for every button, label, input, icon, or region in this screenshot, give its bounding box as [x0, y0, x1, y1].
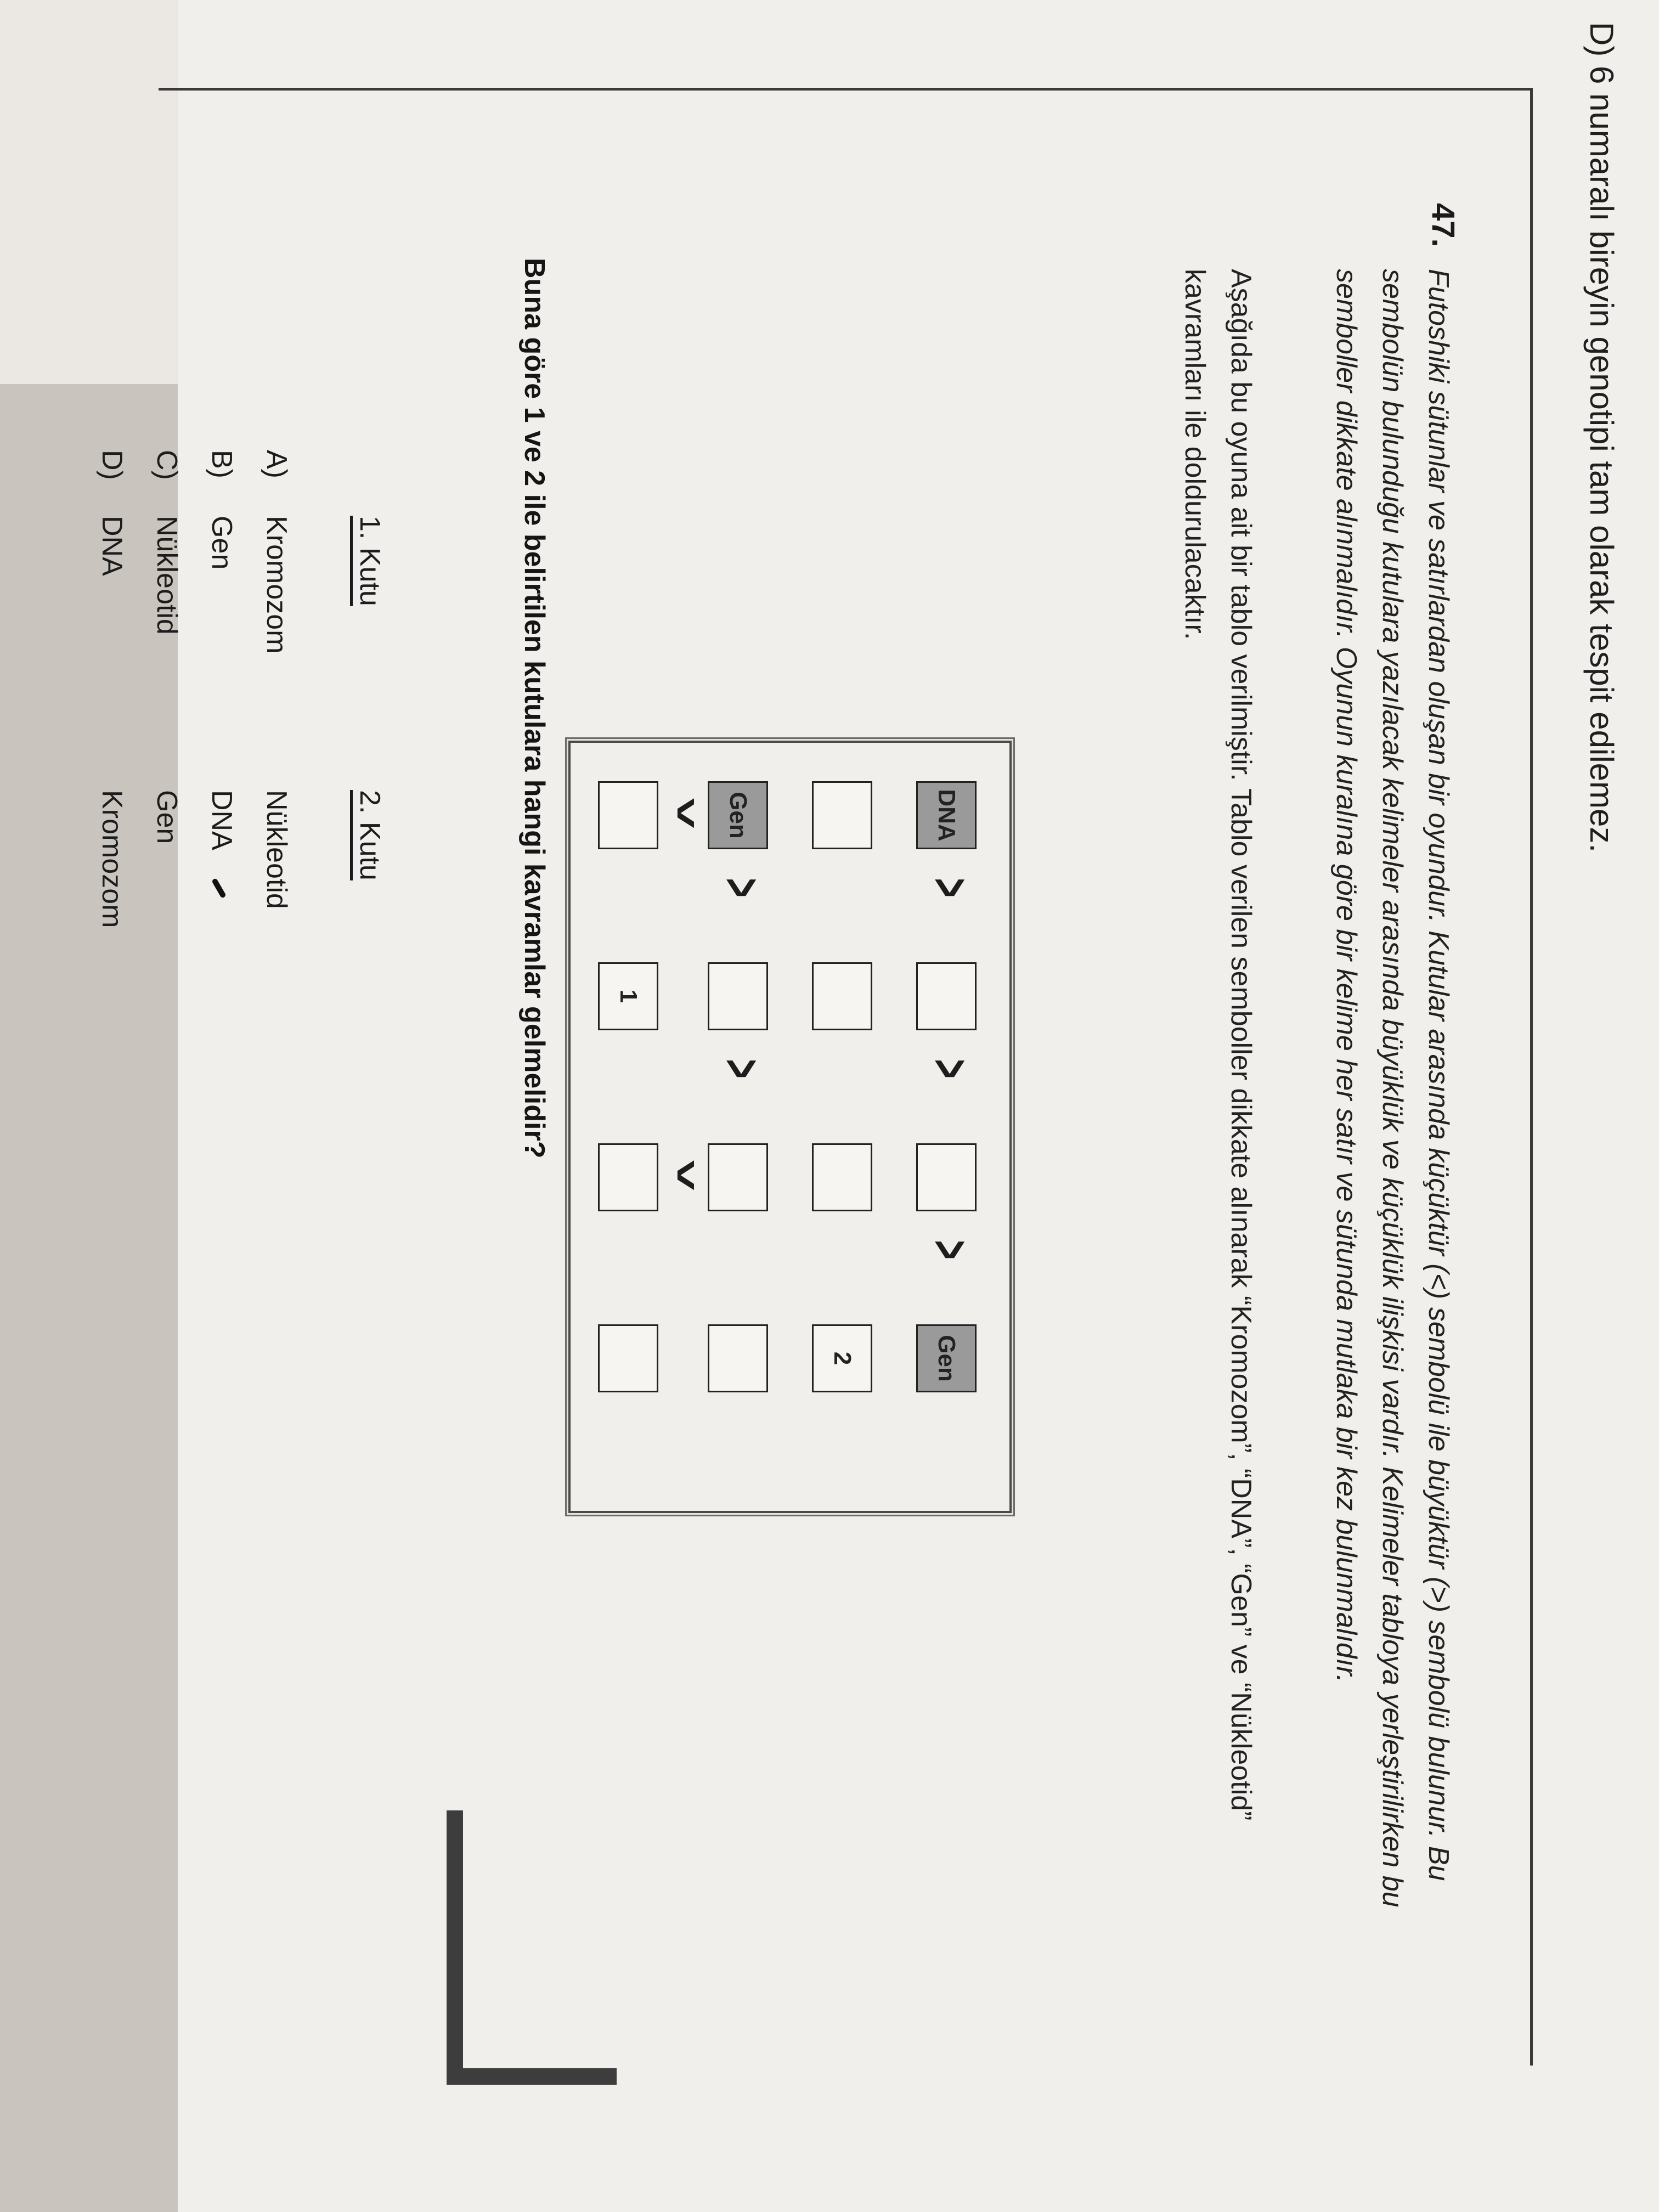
option-letter: B): [206, 450, 238, 478]
cell-r0-c3: Gen: [916, 1324, 977, 1392]
option-letter: A): [261, 450, 292, 478]
cell-r0-c2: [916, 1143, 977, 1211]
less-than-vertical-symbol: >: [676, 1145, 696, 1207]
option-first-value: DNA: [96, 516, 128, 576]
futoshiki-table: [568, 741, 1012, 1513]
greater-than-symbol: >: [919, 878, 981, 898]
question-prompt: Buna göre 1 ve 2 ile belirtilen kutulara hangi kavramlar gelmelidir?: [518, 258, 550, 1159]
question-task: Aşağıda bu oyuna ait bir tablo verilmiştir. Tablo verilen semboller dikkate alınarak “Kromozom”, “DNA”, “Gen” ve “Nükleotid” kavramları ile doldurulacaktır.: [1179, 269, 1257, 1821]
cell-r3-c0: [598, 781, 658, 849]
option-a[interactable]: [260, 450, 293, 909]
cell-r1-c0: [812, 781, 872, 849]
greater-than-symbol: >: [711, 878, 772, 898]
question-number: 47.: [1425, 203, 1461, 247]
option-second-value: Kromozom: [96, 790, 128, 928]
cell-r3-c3: [598, 1324, 658, 1392]
option-second-value: Gen: [151, 790, 183, 844]
greater-than-symbol: >: [711, 1059, 772, 1079]
option-first-value: Kromozom: [261, 516, 292, 654]
option-first-value: Nükleotid: [151, 516, 183, 635]
exam-sheet: [96, 0, 1659, 2212]
option-second-value: Nükleotid: [261, 790, 292, 909]
cell-r0-c0: DNA: [916, 781, 977, 849]
frame-corner-bar-vertical: [447, 2068, 617, 2085]
cell-r3-c1-box-1: 1: [598, 962, 658, 1030]
cell-r1-c3-box-2: 2: [812, 1324, 872, 1392]
option-c[interactable]: [150, 450, 183, 844]
option-first-value: Gen: [206, 516, 238, 570]
previous-answer-line: D) 6 numaralı bireyin genotipi tam olarak tespit edilemez.: [1583, 22, 1620, 853]
option-second-value: DNA: [206, 790, 238, 850]
question-intro: Futoshiki sütunlar ve satırlardan oluşan bir oyundur. Kutular arasında küçüktür (<) sembolü ile büyüktür (>) sembolü bulunur. Bu sembolün bulunduğu kutulara yazılacak kelimeler arasında büyüklük ve küçüklük ilişkisi vardır. Kelimeler tabloya yerleştirilirken bu semboller dikkate alınmalıdır. Oyunun kuralına göre bir kelime her satır ve sütunda mutlaka bir kez bulunmalıdır.: [1330, 269, 1454, 1908]
cell-r0-c1: [916, 962, 977, 1030]
cell-r2-c2: [708, 1143, 768, 1211]
option-d[interactable]: [95, 450, 128, 928]
cell-r3-c2: [598, 1143, 658, 1211]
frame-corner-bar: [447, 1810, 463, 2085]
column-head-1: 1. Kutu: [354, 516, 386, 606]
less-than-vertical-symbol: >: [676, 783, 696, 845]
option-letter: D): [96, 450, 128, 480]
greater-than-symbol: >: [919, 1240, 981, 1260]
option-letter: C): [151, 450, 183, 480]
option-b[interactable]: [205, 450, 238, 850]
greater-than-symbol: >: [919, 1059, 981, 1079]
cell-r1-c1: [812, 962, 872, 1030]
column-head-2: 2. Kutu: [354, 790, 386, 881]
cell-r2-c1: [708, 962, 768, 1030]
cell-r1-c2: [812, 1143, 872, 1211]
cell-r2-c0: Gen: [708, 781, 768, 849]
cell-r2-c3: [708, 1324, 768, 1392]
